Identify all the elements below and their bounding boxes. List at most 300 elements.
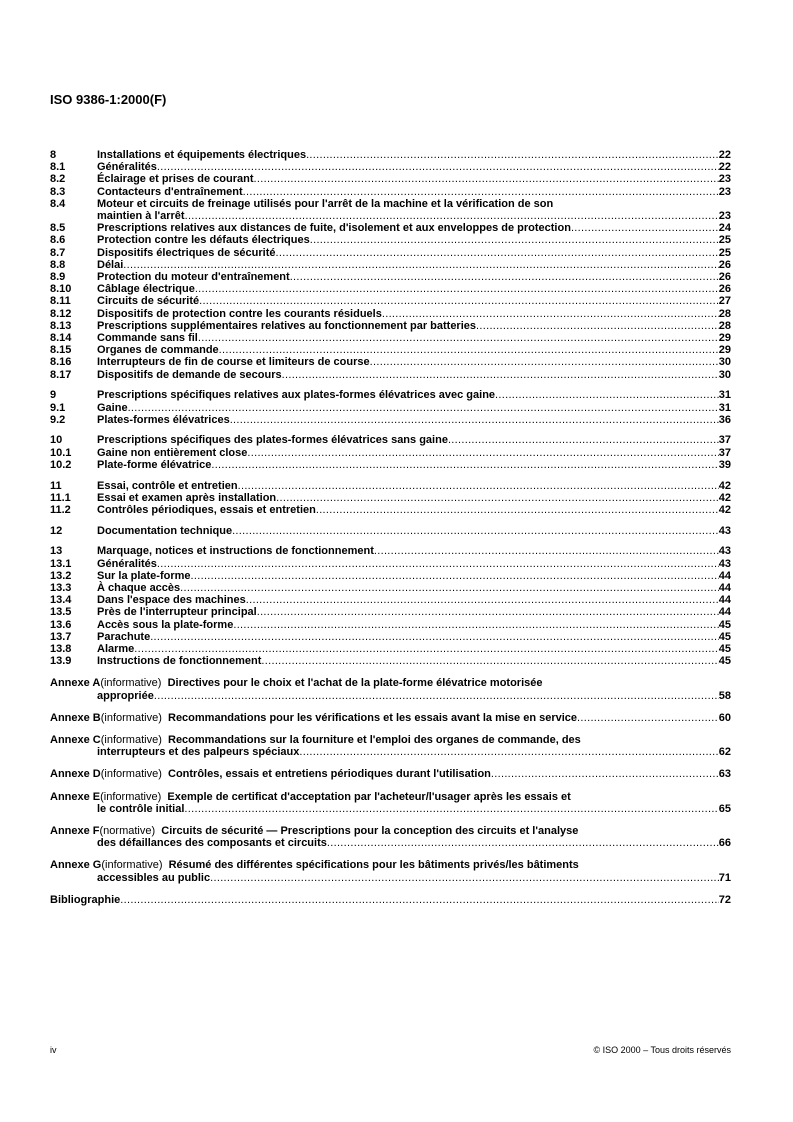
dot-leader [370, 356, 719, 368]
toc-entry-title: Gaine non entièrement close [97, 446, 248, 459]
toc-entry-body [97, 198, 731, 222]
annex-kind: (informative) [100, 790, 162, 803]
toc-entry-body [97, 173, 731, 185]
toc-entry-page: 42 [718, 503, 731, 516]
toc-entry-body [97, 655, 731, 667]
toc-entry-body [97, 161, 731, 173]
toc-entry-page: 66 [718, 837, 731, 850]
toc-entry[interactable] [50, 631, 731, 643]
annex-title: Contrôles, essais et entretiens périodiques durant l'utilisation [168, 768, 491, 781]
toc-entry-page: 24 [718, 222, 731, 235]
dot-leader [123, 259, 718, 271]
toc-entry[interactable] [50, 222, 731, 234]
toc-entry-page: 44 [718, 569, 731, 582]
toc-entry-page: 25 [718, 246, 731, 259]
toc-entry-number: 13.3 [50, 582, 72, 594]
dot-leader [210, 872, 719, 884]
toc-entry-number: 13 [50, 545, 63, 558]
toc-entry-page: 28 [718, 307, 731, 320]
annex-title: Directives pour le choix et l'achat de la plate-forme élévatrice motorisée [167, 677, 543, 690]
annex-kind: (informative) [100, 711, 162, 724]
toc-entry-page: 45 [718, 618, 731, 631]
toc-annex-entry[interactable] [50, 825, 731, 849]
toc-entry-body [97, 434, 731, 446]
toc-entry-line [97, 582, 731, 594]
dot-leader [571, 222, 719, 234]
toc-entry[interactable] [50, 594, 731, 606]
dot-leader [299, 746, 718, 758]
toc-entry[interactable] [50, 149, 731, 161]
dot-leader [157, 558, 719, 570]
toc-entry-title: Généralités [97, 161, 157, 174]
dot-leader [491, 768, 719, 780]
toc-entry[interactable] [50, 271, 731, 283]
toc-entry-line [97, 643, 731, 655]
toc-entry-body [97, 492, 731, 504]
toc-entry-page: 31 [718, 401, 731, 414]
annex-title: des défaillances des composants et circuits [97, 837, 327, 850]
toc-entry-line [97, 492, 731, 504]
toc-entry-number: 13.4 [50, 594, 72, 607]
toc-section-group [50, 525, 731, 537]
toc-entry-page: 43 [718, 524, 731, 537]
toc-entry-body [97, 558, 731, 570]
toc-entry-page: 27 [718, 295, 731, 308]
toc-entry-line [97, 210, 731, 222]
dot-leader [374, 545, 719, 557]
toc-entry-page: 43 [718, 557, 731, 570]
toc-entry-title: Contacteurs d'entraînement [97, 185, 243, 198]
toc-entry-page: 37 [718, 446, 731, 459]
toc-entry-line [97, 594, 731, 606]
toc-entry[interactable] [50, 434, 731, 446]
toc-entry[interactable] [50, 582, 731, 594]
toc-entry[interactable] [50, 492, 731, 504]
toc-entry[interactable] [50, 643, 731, 655]
toc-entry[interactable] [50, 356, 731, 368]
toc-entry-title: Sur la plate-forme [97, 569, 191, 582]
toc-entry-body [97, 447, 731, 459]
toc-entry-title: Prescriptions spécifiques des plates-formes élévatrices sans gaine [97, 434, 448, 447]
toc-entry-number: 13.1 [50, 557, 72, 570]
toc-entry-title: Protection contre les défauts électriques [97, 234, 310, 247]
toc-entry-line [50, 803, 731, 815]
toc-entry-body [97, 582, 731, 594]
dot-leader [247, 447, 718, 459]
toc-entry-line [97, 434, 731, 446]
toc-entry-page: 25 [718, 234, 731, 247]
toc-entry-number: 12 [50, 524, 63, 537]
toc-entry-page: 30 [718, 368, 731, 381]
dot-leader [191, 570, 719, 582]
toc-entry-body [97, 504, 731, 516]
toc-entry-body [97, 594, 731, 606]
toc-entry-title: Dans l'espace des machines [97, 594, 246, 607]
toc-entry-line [97, 344, 731, 356]
toc-entry[interactable] [50, 558, 731, 570]
toc-entry-number: 13.7 [50, 630, 72, 643]
dot-leader [257, 606, 719, 618]
toc-entry-body [97, 525, 731, 537]
toc-entry-page: 26 [718, 258, 731, 271]
dot-leader [154, 690, 719, 702]
toc-entry-body [97, 643, 731, 655]
toc-entry-line [97, 570, 731, 582]
toc-entry-page: 44 [718, 582, 731, 594]
toc-entry[interactable] [50, 283, 731, 295]
annex-title: appropriée [97, 689, 154, 702]
document-id-header: ISO 9386-1:2000(F) [50, 92, 167, 107]
annex-title: Exemple de certificat d'acceptation par l'acheteur/l'usager après les essais et [167, 790, 571, 803]
toc-entry-number: 13.2 [50, 569, 72, 582]
annex-title: le contrôle initial [97, 802, 185, 815]
toc-entry-title: Gaine [97, 401, 128, 414]
toc-entry-line [97, 389, 731, 401]
toc-entry[interactable] [50, 295, 731, 307]
toc-entry-line [97, 320, 731, 332]
toc-entry-line [97, 332, 731, 344]
toc-entry[interactable] [50, 402, 731, 414]
toc-entry-line [50, 837, 731, 849]
dot-leader [382, 308, 719, 320]
toc-entry[interactable] [50, 480, 731, 492]
toc-annex-entry[interactable] [50, 859, 731, 883]
footer-copyright: © ISO 2000 – Tous droits réservés [593, 1045, 731, 1055]
annex-label: Annexe A [50, 677, 101, 690]
toc-entry-page: 45 [718, 643, 731, 656]
toc-entry-line [97, 525, 731, 537]
toc-entry-line [97, 369, 731, 381]
toc-entry-number: 9 [50, 389, 57, 402]
dot-leader [232, 525, 719, 537]
toc-entry-body [97, 149, 731, 161]
toc-entry-page: 63 [718, 768, 731, 781]
toc-entry[interactable] [50, 186, 731, 198]
toc-entry-page: 45 [718, 630, 731, 643]
toc-entry[interactable] [50, 504, 731, 516]
toc-entry-page: 22 [718, 149, 731, 161]
dot-leader [290, 271, 719, 283]
toc-entry-title: Essai, contrôle et entretien [97, 479, 238, 492]
toc-entry-page: 30 [718, 356, 731, 369]
toc-entry-title: Généralités [97, 557, 157, 570]
toc-entry[interactable] [50, 369, 731, 381]
annex-title: Circuits de sécurité — Prescriptions pour la conception des circuits et l'analyse [161, 825, 579, 838]
toc-entry-line [97, 402, 731, 414]
toc-bibliography-entry[interactable] [50, 894, 731, 906]
toc-entry-page: 72 [718, 893, 731, 906]
toc-entry-line [97, 173, 731, 185]
toc-entry-title: Organes de commande [97, 344, 219, 357]
toc-entry-line [97, 295, 731, 307]
annex-label: Annexe F [50, 825, 100, 838]
toc-entry-line [97, 545, 731, 557]
annex-label: Annexe C [50, 734, 101, 747]
toc-entry-number: 10 [50, 434, 63, 447]
toc-entry[interactable] [50, 525, 731, 537]
toc-entry-body [97, 619, 731, 631]
toc-entry-title: Instructions de fonctionnement [97, 655, 262, 668]
dot-leader [282, 369, 719, 381]
toc-entry-body [97, 631, 731, 643]
toc-entry-page: 43 [718, 545, 731, 558]
toc-entry-number: 8.10 [50, 283, 72, 296]
toc-entry-number: 8.3 [50, 185, 66, 198]
toc-entry-line [97, 631, 731, 643]
toc-entry-line [97, 459, 731, 471]
toc-entry[interactable] [50, 344, 731, 356]
toc-entry[interactable] [50, 545, 731, 557]
toc-entry-page: 23 [718, 173, 731, 186]
dot-leader [276, 247, 719, 259]
toc-entry-body [97, 389, 731, 401]
toc-entry[interactable] [50, 570, 731, 582]
toc-entry-line [97, 414, 731, 426]
toc-entry[interactable] [50, 655, 731, 667]
toc-entry-page: 44 [718, 594, 731, 607]
toc-entry-page: 22 [718, 161, 731, 174]
toc-entry-body [97, 222, 731, 234]
toc-entry-title: Câblage électrique [97, 283, 195, 296]
toc-entry-page: 23 [718, 185, 731, 198]
toc-entry-line [50, 872, 731, 884]
toc-entry-body [97, 308, 731, 320]
toc-entry-body [97, 332, 731, 344]
toc-entry-line [97, 247, 731, 259]
toc-entry-body [97, 570, 731, 582]
dot-leader [246, 594, 719, 606]
annex-label: Annexe E [50, 790, 101, 803]
dot-leader [306, 149, 719, 161]
toc-entry-line [97, 234, 731, 246]
toc-entry[interactable] [50, 459, 731, 471]
dot-leader [261, 655, 718, 667]
toc-entry[interactable] [50, 198, 731, 222]
toc-entry-number: 8.12 [50, 307, 72, 320]
toc-entry-line [50, 894, 731, 906]
dot-leader [276, 492, 719, 504]
toc-section-group [50, 434, 731, 471]
toc-entry-line [50, 825, 731, 837]
toc-section-group [50, 545, 731, 667]
annex-kind: (informative) [101, 859, 163, 872]
toc-entry-page: 29 [718, 344, 731, 357]
dot-leader [120, 894, 718, 906]
toc-entry-line [97, 308, 731, 320]
toc-entry-page: 31 [718, 389, 731, 402]
toc-entry-title: Dispositifs de demande de secours [97, 368, 282, 381]
toc-entry-number: 13.8 [50, 643, 72, 656]
table-of-contents [50, 149, 731, 906]
toc-entry-title: Moteur et circuits de freinage utilisés pour l'arrêt de la machine et la vérification de son [97, 197, 554, 210]
toc-entry-title: Parachute [97, 630, 151, 643]
toc-entry-line [50, 712, 731, 724]
dot-leader [230, 414, 719, 426]
toc-entry-page: 36 [718, 413, 731, 426]
toc-annex-entry[interactable] [50, 677, 731, 701]
toc-annex-entry[interactable] [50, 768, 731, 780]
dot-leader [195, 283, 719, 295]
toc-entry-page: 42 [718, 491, 731, 504]
toc-entry-page: 71 [718, 871, 731, 884]
toc-entry-body [97, 234, 731, 246]
annex-kind: (informative) [100, 768, 162, 781]
dot-leader [238, 480, 719, 492]
dot-leader [185, 210, 719, 222]
toc-entry[interactable] [50, 308, 731, 320]
toc-entry-line [97, 149, 731, 161]
toc-entry-number: 10.1 [50, 446, 72, 459]
toc-entry-number: 8.2 [50, 173, 66, 186]
toc-entry-line [97, 259, 731, 271]
toc-entry-title: Prescriptions supplémentaires relatives au fonctionnement par batteries [97, 319, 477, 332]
annex-title: Recommandations pour les vérifications et les essais avant la mise en service [168, 711, 578, 724]
toc-entry-title: maintien à l'arrêt [97, 210, 185, 223]
toc-entry-number: 8.11 [50, 295, 71, 308]
toc-entry-number: 8 [50, 149, 57, 161]
toc-entry-number: 11.1 [50, 491, 71, 504]
toc-entry-body [97, 459, 731, 471]
dot-leader [577, 712, 719, 724]
toc-entry[interactable] [50, 414, 731, 426]
toc-entry-page: 26 [718, 283, 731, 296]
annex-label: Annexe G [50, 859, 102, 872]
toc-section-group [50, 389, 731, 426]
toc-entry[interactable] [50, 161, 731, 173]
dot-leader [128, 402, 719, 414]
toc-entry-title: Plate-forme élévatrice [97, 458, 212, 471]
toc-entry-title: Dispositifs électriques de sécurité [97, 246, 276, 259]
toc-entry-body [97, 402, 731, 414]
dot-leader [316, 504, 719, 516]
toc-entry[interactable] [50, 173, 731, 185]
toc-entry-line [97, 161, 731, 173]
toc-entry-line [97, 480, 731, 492]
toc-entry-title: À chaque accès [97, 582, 181, 594]
toc-entry-title: Documentation technique [97, 524, 233, 537]
toc-entry-page: 23 [718, 210, 731, 223]
toc-entry-title: Prescriptions relatives aux distances de fuite, d'isolement et aux enveloppes de protection [97, 222, 571, 235]
toc-entry-title: Dispositifs de protection contre les courants résiduels [97, 307, 382, 320]
toc-entry-line [50, 768, 731, 780]
toc-annex-entry[interactable] [50, 791, 731, 815]
toc-entry[interactable] [50, 247, 731, 259]
toc-entry-number: 8.1 [50, 161, 66, 174]
dot-leader [150, 631, 719, 643]
toc-entry-body [97, 247, 731, 259]
toc-entry-body [97, 606, 731, 618]
dot-leader [134, 643, 718, 655]
toc-entry-number: 9.1 [50, 401, 66, 414]
dot-leader [254, 173, 719, 185]
toc-entry-number: 13.9 [50, 655, 72, 668]
toc-entry-number: 11.2 [50, 503, 71, 516]
toc-entry[interactable] [50, 447, 731, 459]
toc-entry-body [97, 480, 731, 492]
toc-entry[interactable] [50, 606, 731, 618]
toc-entry-page: 65 [718, 802, 731, 815]
toc-entry[interactable] [50, 320, 731, 332]
toc-section-group [50, 149, 731, 381]
toc-entry-page: 62 [718, 746, 731, 759]
annex-label: Annexe B [50, 711, 101, 724]
bibliography-title: Bibliographie [50, 893, 121, 906]
toc-annex-entry[interactable] [50, 734, 731, 758]
dot-leader [233, 619, 718, 631]
dot-leader [327, 837, 719, 849]
dot-leader [495, 389, 719, 401]
annex-kind: (normative) [99, 825, 156, 838]
toc-entry-line [97, 558, 731, 570]
toc-entry[interactable] [50, 619, 731, 631]
toc-entry-title: Prescriptions spécifiques relatives aux plates-formes élévatrices avec gaine [97, 389, 496, 402]
toc-entry-page: 37 [718, 434, 731, 447]
toc-entry[interactable] [50, 259, 731, 271]
toc-entry-line [97, 222, 731, 234]
toc-entry[interactable] [50, 389, 731, 401]
toc-entry-line [50, 859, 731, 871]
toc-entry-line [50, 746, 731, 758]
toc-entry-number: 8.8 [50, 258, 66, 271]
toc-entry-line [50, 690, 731, 702]
toc-entry-body [97, 186, 731, 198]
toc-entry-page: 39 [718, 458, 731, 471]
toc-section-group [50, 480, 731, 517]
footer-page-number: iv [50, 1045, 57, 1055]
toc-entry-line [97, 198, 731, 210]
toc-entry-body [97, 356, 731, 368]
toc-entry-line [97, 283, 731, 295]
toc-entry-page: 58 [718, 689, 731, 702]
toc-entry-title: Protection du moteur d'entraînement [97, 271, 290, 284]
toc-entry-number: 8.15 [50, 344, 72, 357]
dot-leader [180, 582, 719, 594]
dot-leader [310, 234, 719, 246]
toc-entry-line [97, 356, 731, 368]
toc-entry-line [97, 619, 731, 631]
toc-entry[interactable] [50, 332, 731, 344]
toc-entry-line [97, 504, 731, 516]
toc-entry-page: 26 [718, 271, 731, 284]
toc-entry[interactable] [50, 234, 731, 246]
toc-entry-page: 42 [718, 479, 731, 492]
toc-entry-number: 8.16 [50, 356, 72, 369]
annex-kind: (informative) [100, 677, 162, 690]
annex-title: Recommandations sur la fourniture et l'emploi des organes de commande, des [168, 734, 581, 747]
toc-entry-page: 28 [718, 319, 731, 332]
toc-entry-line [50, 791, 731, 803]
toc-entry-number: 8.6 [50, 234, 66, 247]
toc-entry-number: 10.2 [50, 458, 72, 471]
toc-entry-number: 8.17 [50, 368, 72, 381]
toc-entry-number: 8.4 [50, 197, 66, 210]
toc-entry-line [50, 677, 731, 689]
toc-entry-body [97, 271, 731, 283]
toc-entry-title: Marquage, notices et instructions de fonctionnement [97, 545, 374, 558]
annex-title: accessibles au public [97, 871, 211, 884]
toc-entry-page: 45 [718, 655, 731, 668]
dot-leader [184, 803, 718, 815]
dot-leader [198, 332, 719, 344]
toc-entry-number: 8.7 [50, 246, 66, 259]
toc-entry-body [97, 259, 731, 271]
toc-entry-body [97, 295, 731, 307]
toc-annex-entry[interactable] [50, 712, 731, 724]
toc-entry-number: 13.6 [50, 618, 72, 631]
toc-entry-title: Installations et équipements électriques [97, 149, 307, 161]
toc-entry-title: Commande sans fil [97, 332, 198, 345]
toc-entry-title: Interrupteurs de fin de course et limiteurs de course [97, 356, 370, 369]
